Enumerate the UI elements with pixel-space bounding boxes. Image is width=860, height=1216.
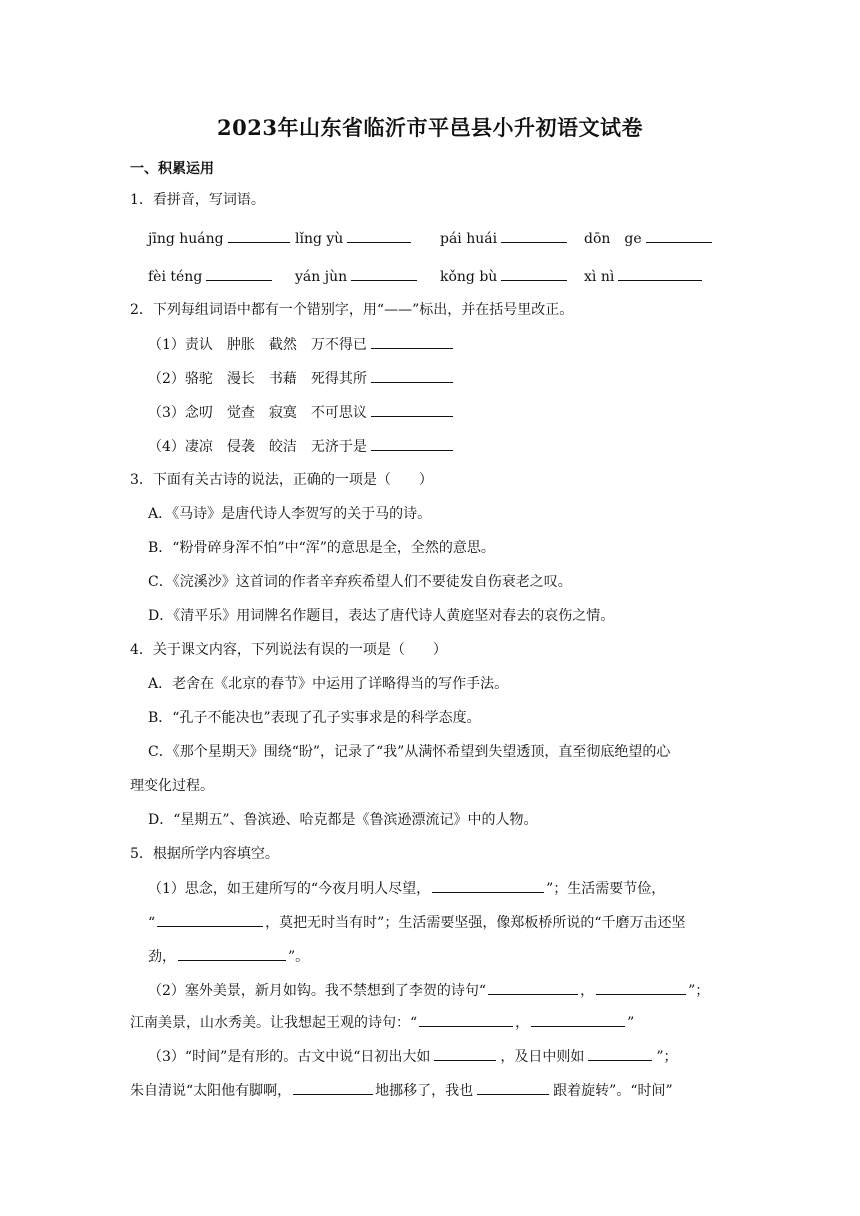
answer-blank[interactable] <box>646 228 712 243</box>
pinyin-item <box>295 228 415 249</box>
question-4-stem: 4．关于课文内容，下列说法有误的一项是（ ） <box>130 642 447 658</box>
option-c-continued: 理变化过程。 <box>130 778 214 794</box>
answer-blank[interactable] <box>588 1046 652 1061</box>
pinyin-text: lǐng yù <box>295 231 344 247</box>
q5-part2-line2 <box>130 1012 634 1033</box>
answer-blank[interactable] <box>419 1012 513 1027</box>
pinyin-text: jīng huáng <box>148 231 224 247</box>
option-a: A．《马诗》是唐代诗人李贺写的关于马的诗。 <box>148 506 432 522</box>
pinyin-text: pái huái <box>440 231 498 247</box>
q2-item <box>148 334 457 355</box>
question-5-stem: 5．根据所学内容填空。 <box>130 846 279 862</box>
q5-text: （2）塞外美景，新月如钩。我不禁想到了李贺的诗句“ <box>148 983 487 999</box>
pinyin-item <box>148 228 294 249</box>
answer-blank[interactable] <box>618 266 702 281</box>
option-c: C．《那个星期天》围绕“盼”，记录了“我”从满怀希望到失望透顶，直至彻底绝望的心 <box>148 744 671 760</box>
q5-text: ”；生活需要节俭， <box>546 881 666 897</box>
question-2-stem: 2．下列每组词语中都有一个错别字，用“——”标出，并在括号里改正。 <box>130 302 574 318</box>
q5-text: 地挪移了，我也 <box>375 1083 474 1099</box>
q2-item-text: （3）念叨 觉查 寂寞 不可思议 <box>148 405 367 421</box>
answer-blank[interactable] <box>371 334 453 349</box>
pinyin-item <box>295 266 421 287</box>
pinyin-item <box>440 228 571 249</box>
pinyin-item <box>584 266 706 287</box>
option-b: B．“孔子不能决也”表现了孔子实事求是的科学态度。 <box>148 710 481 726</box>
answer-blank[interactable] <box>351 266 417 281</box>
section-heading: 一、积累运用 <box>130 161 214 177</box>
q2-item-text: （1）责认 肿胀 截然 万不得已 <box>148 337 367 353</box>
q5-part3-line1 <box>148 1046 678 1067</box>
answer-blank[interactable] <box>434 1046 496 1061</box>
answer-blank[interactable] <box>432 878 544 893</box>
pinyin-item <box>440 266 571 287</box>
q2-item <box>148 368 457 389</box>
pinyin-text: fèi téng <box>148 269 203 285</box>
pinyin-item <box>148 266 276 287</box>
q5-text: ，及日中则如 <box>500 1049 585 1065</box>
answer-blank[interactable] <box>347 228 411 243</box>
answer-blank[interactable] <box>477 1080 549 1095</box>
answer-blank[interactable] <box>157 912 263 927</box>
answer-blank[interactable] <box>293 1080 373 1095</box>
q5-text: ”。 <box>288 949 310 965</box>
q5-text: 朱自清说“太阳他有脚啊， <box>130 1083 292 1099</box>
answer-blank[interactable] <box>531 1012 625 1027</box>
q5-text: 跟着旋转”。“时间” <box>553 1083 673 1099</box>
q5-text: ， <box>515 1015 530 1031</box>
option-a: A．老舍在《北京的春节》中运用了详略得当的写作手法。 <box>148 676 509 692</box>
answer-blank[interactable] <box>371 368 453 383</box>
pinyin-text: dōn ge <box>584 231 642 247</box>
answer-blank[interactable] <box>371 402 453 417</box>
q5-part2-line1 <box>148 980 709 1001</box>
answer-blank[interactable] <box>488 980 578 995</box>
q5-part3-line2 <box>130 1080 673 1101</box>
pinyin-item <box>584 228 716 249</box>
pinyin-text: yán jùn <box>295 269 348 285</box>
q2-item-text: （4）凄凉 侵袭 皎洁 无济于是 <box>148 439 367 455</box>
q5-text: 劲， <box>148 949 176 965</box>
answer-blank[interactable] <box>596 980 686 995</box>
question-1-stem: 1．看拼音，写词语。 <box>130 192 265 208</box>
q5-text: 江南美景，山水秀美。让我想起王观的诗句：“ <box>130 1015 418 1031</box>
pinyin-text: xì nì <box>584 269 615 285</box>
q5-part1-line1 <box>148 878 665 899</box>
q5-text: ”； <box>656 1049 678 1065</box>
answer-blank[interactable] <box>178 946 286 961</box>
q5-part1-line3 <box>148 946 309 967</box>
q5-text: ” <box>627 1015 635 1031</box>
exam-title: 2023年山东省临沂市平邑县小升初语文试卷 <box>217 115 643 140</box>
answer-blank[interactable] <box>371 436 453 451</box>
answer-blank[interactable] <box>501 228 567 243</box>
q5-text: （3）“时间”是有形的。古文中说“日初出大如 <box>148 1049 431 1065</box>
q5-part1-line2 <box>148 912 686 933</box>
q5-text: ， <box>580 983 595 999</box>
q5-text: （1）思念，如王建所写的“今夜月明人尽望， <box>148 881 431 897</box>
q5-text: ，莫把无时当有时”；生活需要坚强，像郑板桥所说的“千磨万击还坚 <box>265 915 686 931</box>
answer-blank[interactable] <box>228 228 290 243</box>
option-c: C．《浣溪沙》这首词的作者辛弃疾希望人们不要徒发自伤衰老之叹。 <box>148 574 572 590</box>
pinyin-text: kǒng bù <box>440 269 498 285</box>
q5-text: “ <box>148 915 156 931</box>
option-b: B．“粉骨碎身浑不怕”中“浑”的意思是全，全然的意思。 <box>148 540 495 556</box>
question-3-stem: 3．下面有关古诗的说法，正确的一项是（ ） <box>130 472 433 488</box>
answer-blank[interactable] <box>501 266 567 281</box>
q2-item <box>148 436 457 457</box>
option-d: D．“星期五”、鲁滨逊、哈克都是《鲁滨逊漂流记》中的人物。 <box>148 812 538 828</box>
option-d: D．《清平乐》用词牌名作题目，表达了唐代诗人黄庭坚对春去的哀伤之情。 <box>148 608 615 624</box>
q5-text: ”； <box>688 983 710 999</box>
answer-blank[interactable] <box>206 266 272 281</box>
q2-item <box>148 402 457 423</box>
q2-item-text: （2）骆驼 漫长 书藉 死得其所 <box>148 371 367 387</box>
